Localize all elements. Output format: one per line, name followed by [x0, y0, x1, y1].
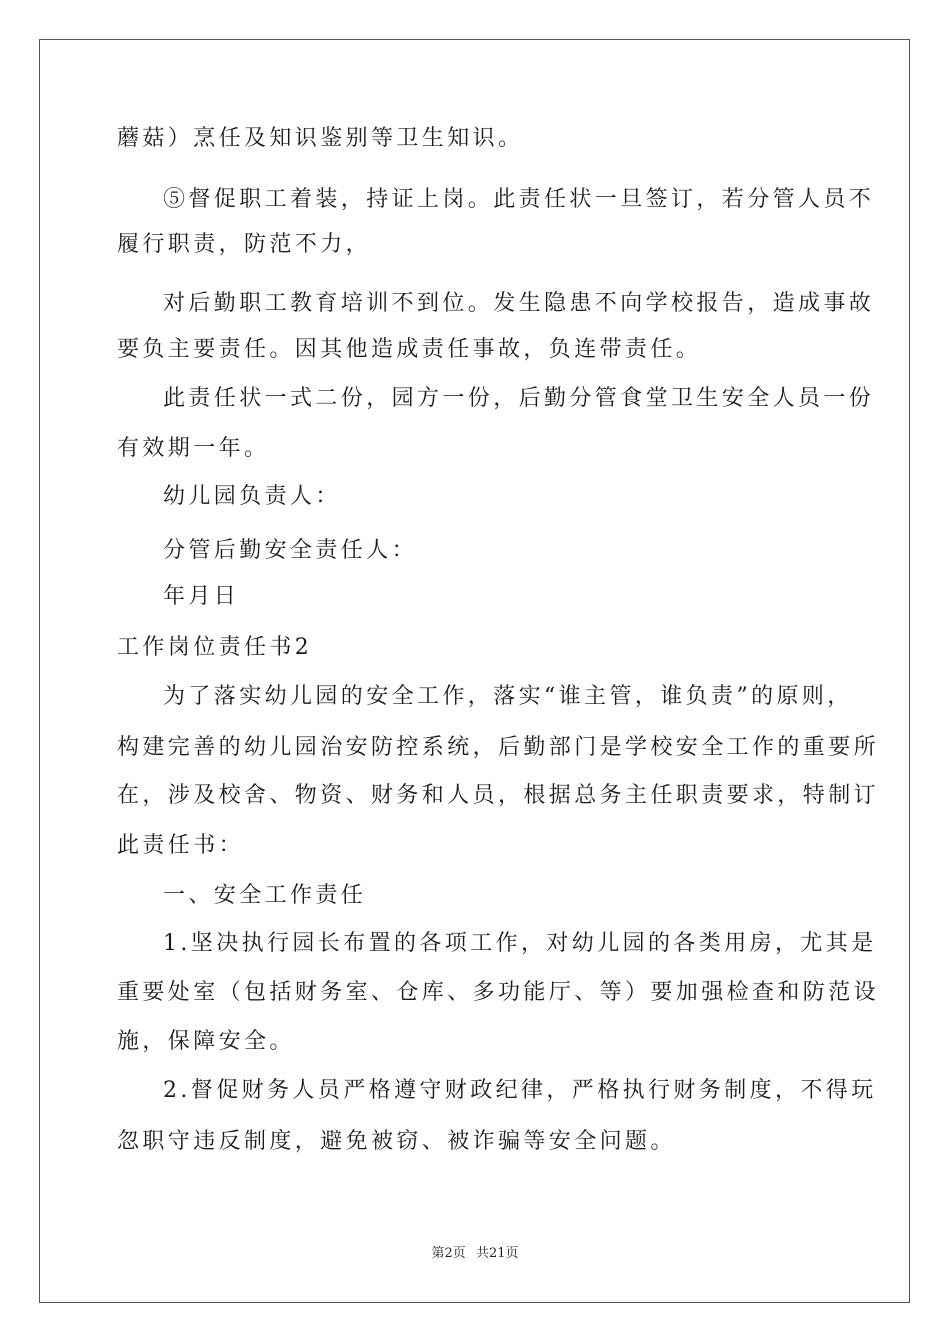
- text-line: 对后勤职工教育培训不到位。发生隐患不向学校报告，造成事故: [163, 291, 875, 316]
- section-title: 工作岗位责任书2: [117, 635, 313, 660]
- text-line: 分管后勤安全责任人：: [163, 538, 418, 563]
- text-line: 为了落实幼儿园的安全工作，落实“谁主管，谁负责”的原则，: [163, 684, 853, 709]
- page-border: [39, 39, 910, 1303]
- text-line: 要负主要责任。因其他造成责任事故，负连带责任。: [117, 337, 702, 362]
- text-line: 在，涉及校舍、物资、财务和人员，根据总务主任职责要求，特制订: [117, 783, 880, 808]
- text-line: 有效期一年。: [117, 436, 270, 461]
- text-line: ⑤督促职工着装，持证上岗。此责任状一旦签订，若分管人员不: [163, 187, 875, 212]
- page-footer: [0, 1245, 950, 1263]
- text-line: 1.坚决执行园长布置的各项工作，对幼儿园的各类用房，尤其是: [163, 931, 877, 956]
- text-line: 一、安全工作责任: [163, 883, 367, 908]
- text-line: 此责任状一式二份，园方一份，后勤分管食堂卫生安全人员一份: [163, 386, 875, 411]
- text-line: 年月日: [163, 584, 240, 609]
- page-total: 共21页: [475, 1246, 519, 1261]
- text-line: 重要处室（包括财务室、仓库、多功能厅、等）要加强检查和防范设: [117, 980, 880, 1005]
- text-line: 履行职责，防范不力，: [117, 232, 372, 257]
- text-line: 蘑菇）烹任及知识鉴别等卫生知识。: [117, 126, 524, 151]
- text-line: 2.督促财务人员严格遵守财政纪律，严格执行财务制度，不得玩: [163, 1078, 877, 1103]
- page-number: 第2页: [431, 1246, 466, 1261]
- text-line: 忽职守违反制度，避免被窃、被诈骗等安全问题。: [117, 1129, 676, 1154]
- text-line: 施，保障安全。: [117, 1029, 295, 1054]
- text-line: 幼儿园负责人：: [163, 484, 341, 509]
- text-line: 此责任书：: [117, 833, 245, 858]
- text-line: 构建完善的幼儿园治安防控系统，后勤部门是学校安全工作的重要所: [117, 735, 880, 760]
